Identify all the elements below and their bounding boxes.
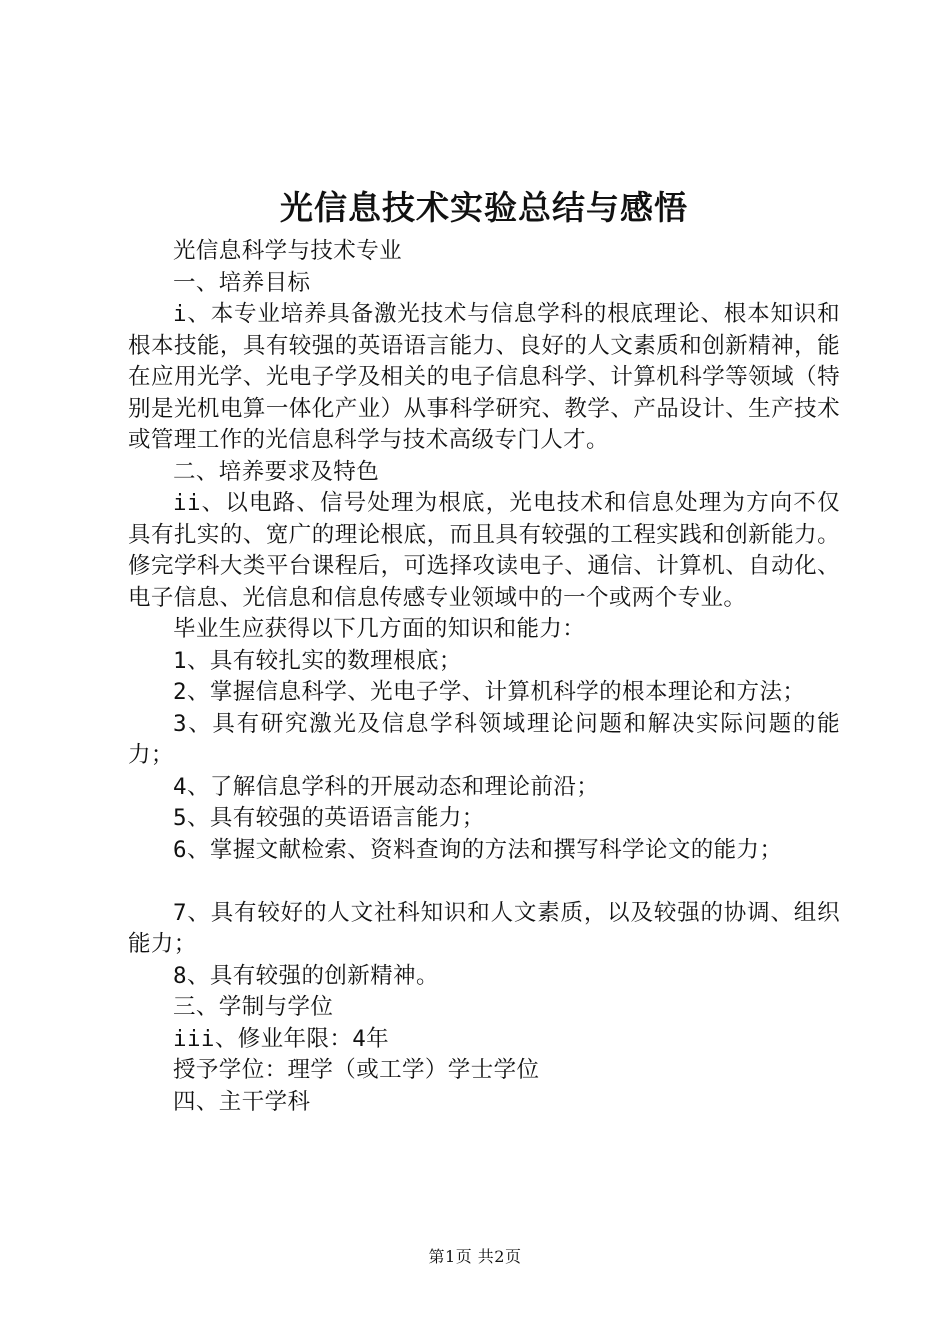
list-item: 5、具有较强的英语语言能力； [173, 805, 485, 831]
list-item: 4、了解信息学科的开展动态和理论前沿； [173, 773, 600, 800]
heading-requirements: 二、培养要求及特色 [173, 458, 380, 485]
document-body [128, 236, 840, 1118]
paragraph-degree: 授予学位：理学（或工学）学士学位 [173, 1057, 540, 1083]
list-item: 7、具有较好的人文社科知识和人文素质，以及较强的协调、组织能力； [128, 899, 840, 957]
heading-main-disciplines: 四、主干学科 [173, 1088, 311, 1115]
list-item: 8、具有较强的创新精神。 [173, 962, 439, 989]
paragraph-goals: i、本专业培养具备激光技术与信息学科的根底理论、根本知识和根本技能，具有较强的英语语言能力、良好的人文素质和创新精神，能在应用光学、光电子学及相关的电子信息科学、计算机科学等领域（特别是光机电算一体化产业）从事科学研究、教学、产品设计、生产技术或管理工作的光信息科学与技术高级专门人才。 [128, 301, 840, 453]
document-title: 光信息技术实验总结与感悟 [280, 188, 688, 227]
paragraph-major: 光信息科学与技术专业 [173, 238, 403, 264]
list-item: 2、掌握信息科学、光电子学、计算机科学的根本理论和方法； [173, 679, 806, 705]
paragraph-duration: iii、修业年限：4年 [173, 1025, 390, 1052]
paragraph-requirements: ii、以电路、信号处理为根底，光电技术和信息处理为方向不仅具有扎实的、宽广的理论根底，而且具有较强的工程实践和创新能力。修完学科大类平台课程后，可选择攻读电子、通信、计算机、自动化、电子信息、光信息和信息传感专业领域中的一个或两个专业。 [128, 490, 840, 611]
heading-goals: 一、培养目标 [173, 269, 311, 296]
list-item: 1、具有较扎实的数理根底； [173, 647, 462, 674]
list-item: 6、掌握文献检索、资料查询的方法和撰写科学论文的能力； [173, 836, 783, 863]
heading-degree: 三、学制与学位 [173, 994, 334, 1020]
page-number-footer: 第1页 共2页 [428, 1247, 522, 1266]
document-page [128, 0, 840, 1344]
list-item: 3、具有研究激光及信息学科领域理论问题和解决实际问题的能力； [128, 710, 840, 768]
blank-line [128, 866, 840, 898]
paragraph-abilities-intro: 毕业生应获得以下几方面的知识和能力： [173, 616, 586, 642]
